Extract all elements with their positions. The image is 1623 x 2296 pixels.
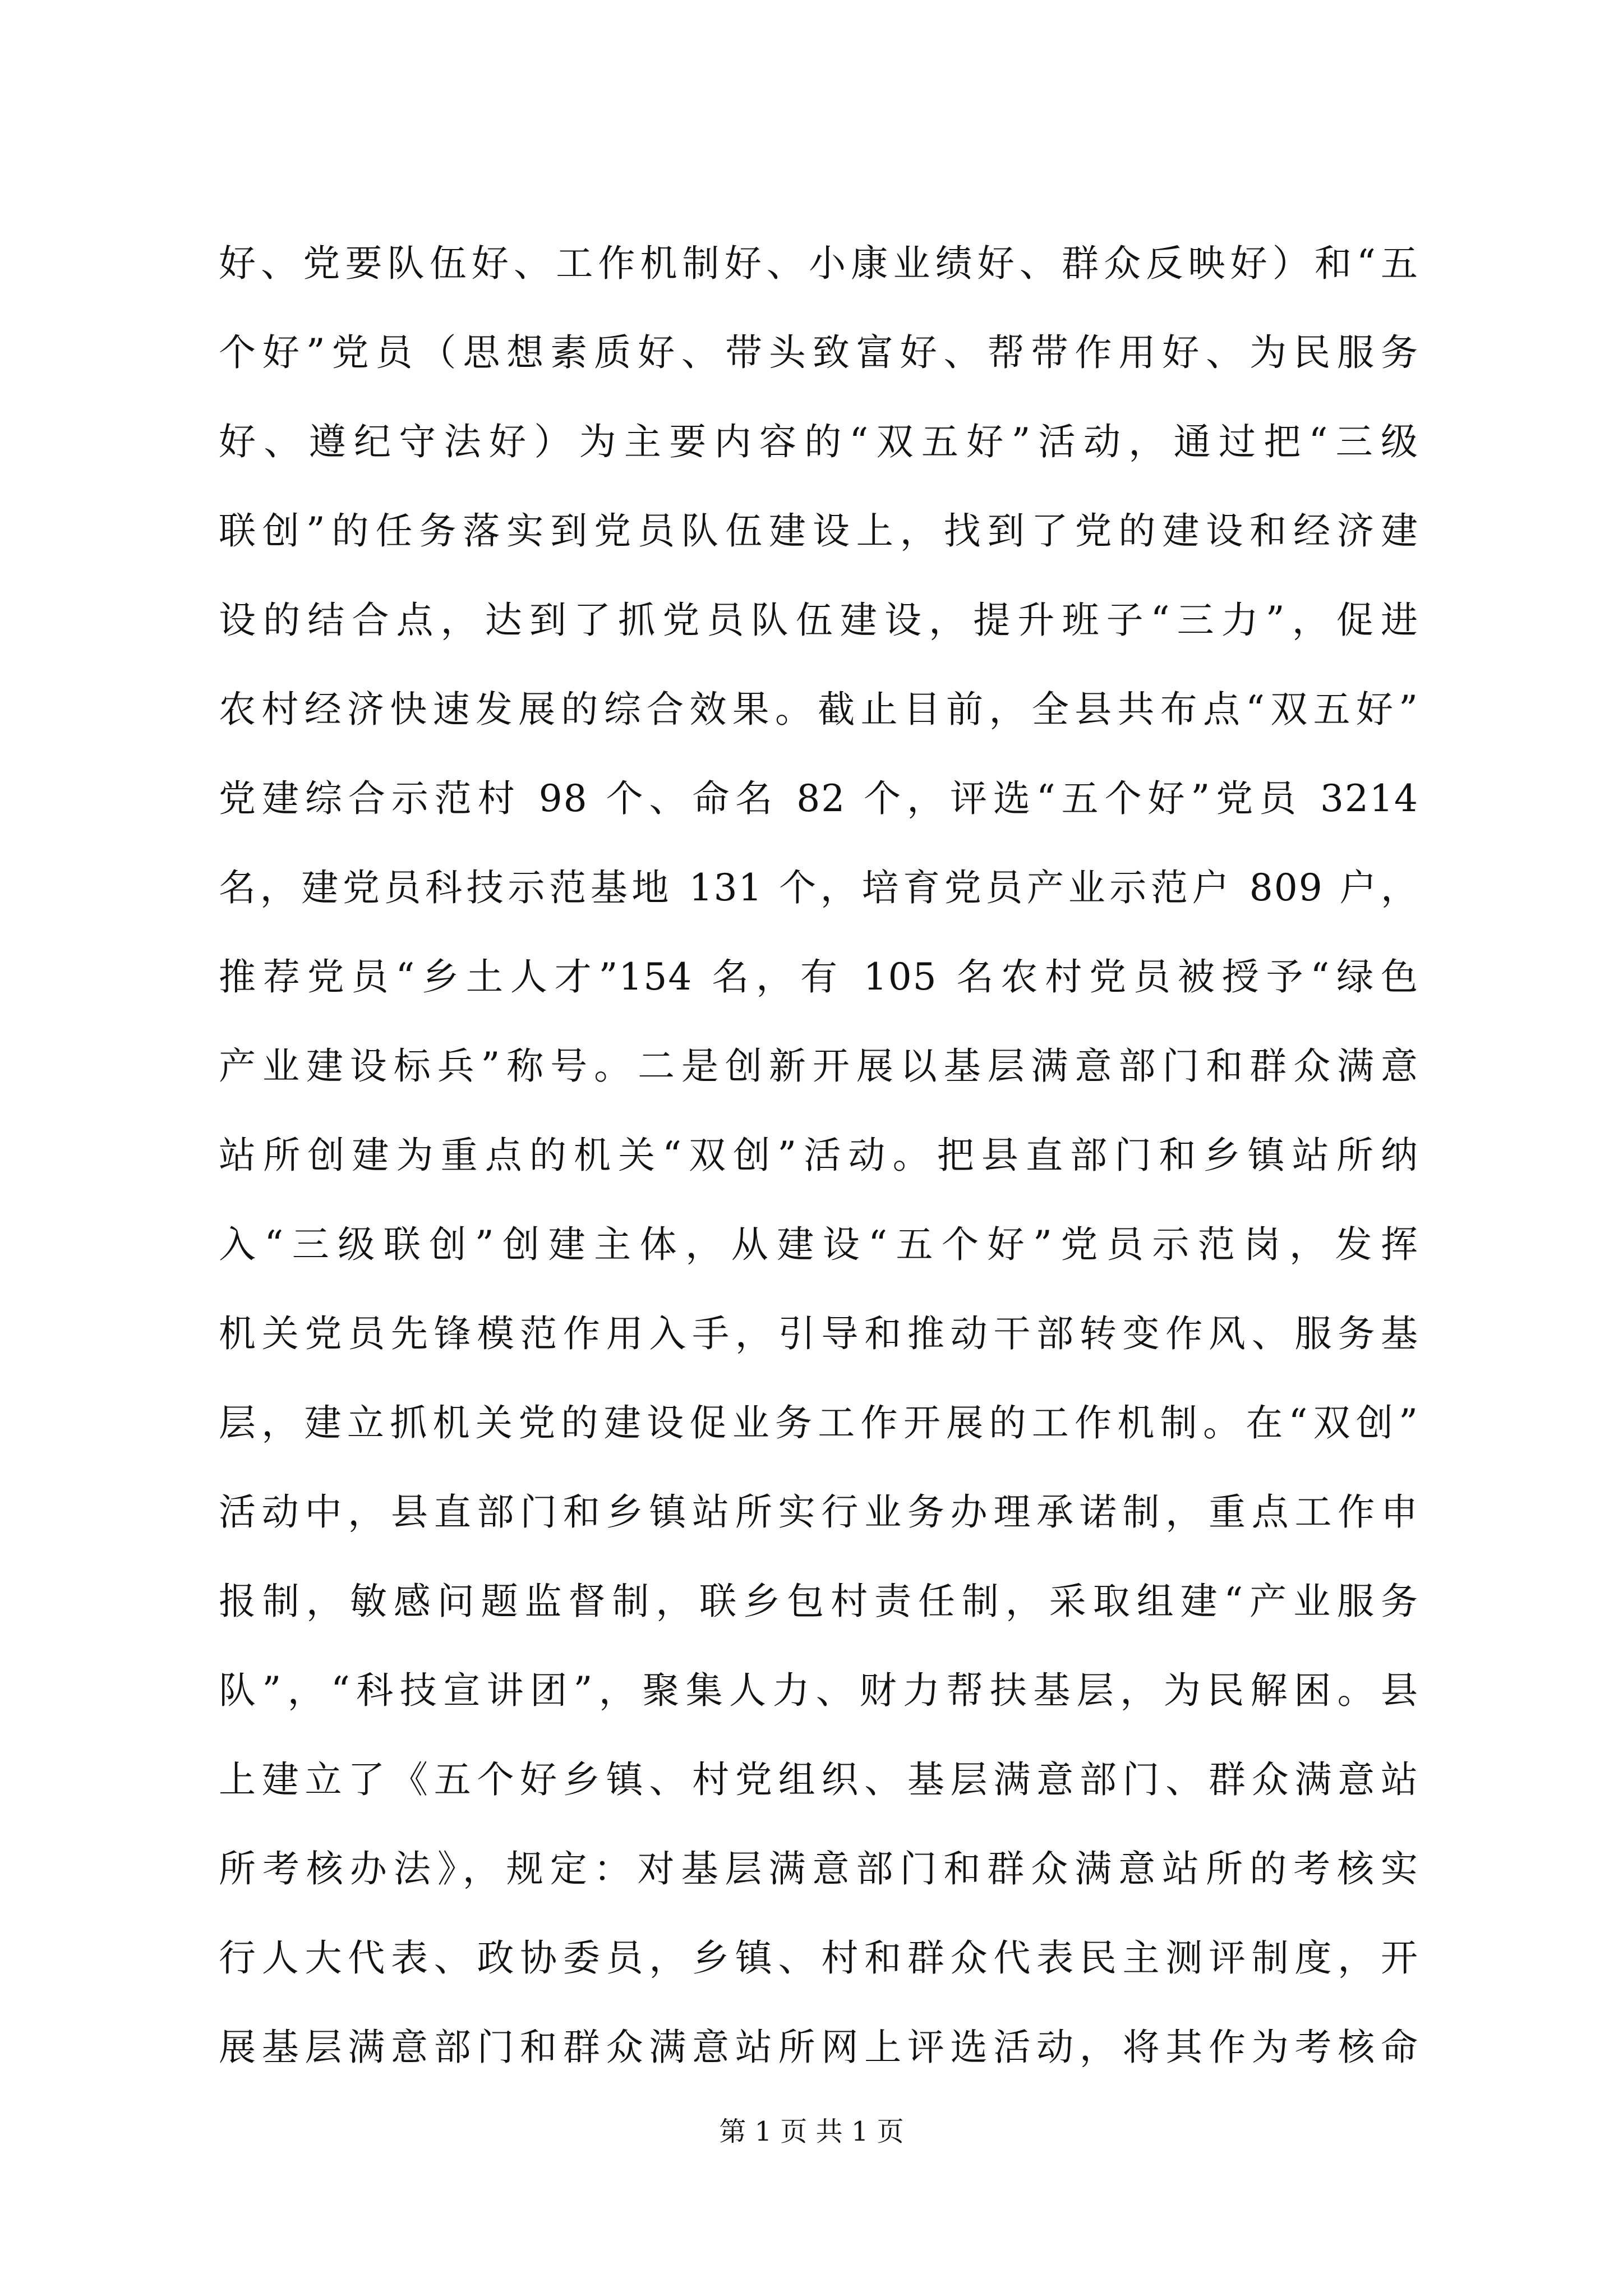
text-line: 好、党要队伍好、工作机制好、小康业绩好、群众反映好）和“五 xyxy=(219,242,1419,285)
text-line: 所考核办法》，规定：对基层满意部门和群众满意站所的考核实 xyxy=(219,1847,1419,1890)
text-line: 推荐党员“乡土人才”154 名，有 105 名农村党员被授予“绿色 xyxy=(219,955,1419,999)
text-line: 党建综合示范村 98 个、命名 82 个，评选“五个好”党员 3214 xyxy=(219,777,1419,820)
text-line: 名，建党员科技示范基地 131 个，培育党员产业示范户 809 户， xyxy=(219,866,1419,909)
text-line: 展基层满意部门和群众满意站所网上评选活动，将其作为考核命 xyxy=(219,2026,1419,2069)
text-line: 个好”党员（思想素质好、带头致富好、帮带作用好、为民服务 xyxy=(219,331,1419,374)
text-line: 队”，“科技宣讲团”，聚集人力、财力帮扶基层，为民解困。县 xyxy=(219,1669,1419,1712)
text-line: 行人大代表、政协委员，乡镇、村和群众代表民主测评制度，开 xyxy=(219,1936,1419,1980)
body-text xyxy=(219,219,1419,2092)
text-line: 入“三级联创”创建主体，从建设“五个好”党员示范岗，发挥 xyxy=(219,1223,1419,1266)
text-line: 上建立了《五个好乡镇、村党组织、基层满意部门、群众满意站 xyxy=(219,1758,1419,1801)
text-line: 产业建设标兵”称号。二是创新开展以基层满意部门和群众满意 xyxy=(219,1045,1419,1088)
text-line: 站所创建为重点的机关“双创”活动。把县直部门和乡镇站所纳 xyxy=(219,1134,1419,1177)
text-line: 联创”的任务落实到党员队伍建设上，找到了党的建设和经济建 xyxy=(219,509,1419,553)
text-line: 层，建立抓机关党的建设促业务工作开展的工作机制。在“双创” xyxy=(219,1401,1419,1444)
text-line: 机关党员先锋模范作用入手，引导和推动干部转变作风、服务基 xyxy=(219,1312,1419,1355)
text-line: 报制，敏感问题监督制，联乡包村责任制，采取组建“产业服务 xyxy=(219,1580,1419,1623)
text-line: 设的结合点，达到了抓党员队伍建设，提升班子“三力”，促进 xyxy=(219,599,1419,642)
text-line: 好、遵纪守法好）为主要内容的“双五好”活动，通过把“三级 xyxy=(219,420,1419,463)
text-line: 活动中，县直部门和乡镇站所实行业务办理承诺制，重点工作申 xyxy=(219,1490,1419,1534)
page-number-footer: 第 1 页 共 1 页 xyxy=(719,2116,904,2147)
text-line: 农村经济快速发展的综合效果。截止目前，全县共布点“双五好” xyxy=(219,688,1419,731)
